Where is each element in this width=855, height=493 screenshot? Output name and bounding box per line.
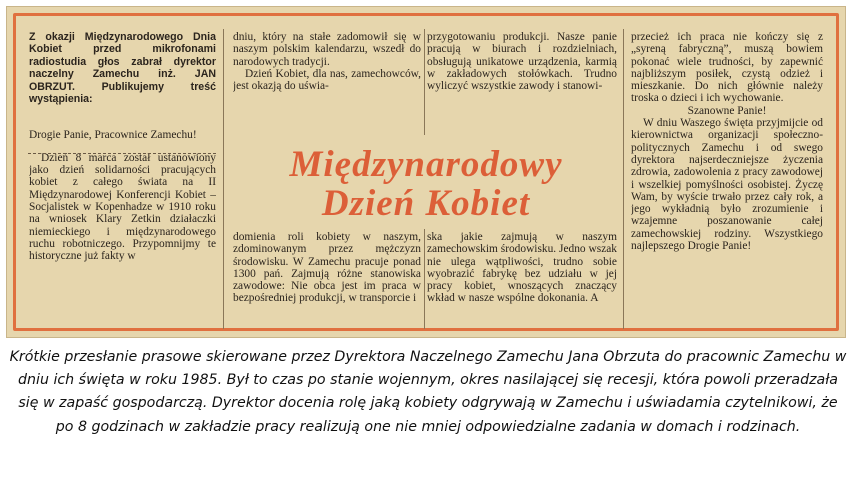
- column-rule-2b: [424, 229, 425, 329]
- column-4-top-text: przecież ich praca nie kończy się z „syreną fabryczną”, muszą bowiem pokonać wiele trudności, by zapewnić najbliższym posiłek, czystą odzież i mieszkanie. Do nich głównie należy troska o dzieci i ich wychowanie.: [631, 31, 823, 105]
- column-2-top: [233, 31, 421, 141]
- column-1: [29, 31, 216, 331]
- salutation-2: Szanowne Panie!: [687, 104, 767, 117]
- column-3-bottom: [427, 231, 617, 333]
- column-3-bottom-text: ska jakie zajmują w naszym zamechowskim środowisku. Jedno wszak nie ulega wątpliwości, trudno sobie wyobrazić fabrykę bez udziału w jej pracy kobiet, wnoszących znaczący wkład w nasze wspólne dokonania. A: [427, 231, 617, 305]
- intro-divider: [28, 153, 216, 154]
- salutation-1: Drogie Panie, Pracownice Zamechu!: [29, 129, 197, 142]
- column-4: [631, 31, 823, 331]
- headline-line-1: Międzynarodowy: [289, 144, 563, 185]
- column-1-body: Dzień 8 marca został ustanowiony jako dzień solidarności pracujących kobiet z całego świata na II Międzynarodowej Konferencji Kobiet – Socjalistek w Kopenhadze w 1910 roku na wniosek Klary Zetkin działaczki niemieckiego i międzynarodowego ruchu robotniczego. Przypomnijmy te historyczne już fakty w: [29, 151, 216, 263]
- column-2-top-text: dniu, który na stałe zadomowił się w naszym polskim kalendarzu, wszedł do narodowych tradycji.: [233, 31, 421, 68]
- newspaper-clipping: [6, 6, 846, 338]
- column-3-top: [427, 31, 617, 141]
- headline: [221, 145, 631, 223]
- intro-paragraph: Z okazji Międzynarodowego Dnia Kobiet przed mikrofonami radiostudia głos zabrał dyrektor naczelny Zamechu inż. JAN OBRZUT. Publikujemy treść wystąpienia:: [29, 31, 216, 106]
- headline-line-2: Dzień Kobiet: [321, 183, 531, 224]
- column-2-bottom-text: domienia roli kobiety w naszym, zdominowanym przez mężczyzn środowisku. W Zamechu pracuje ponad 1300 pań. Zajmują różne stanowiska zawodowe: Nie obca jest im praca w bezpośredniej produkcji, w transporcie i: [233, 231, 421, 305]
- column-2-top-text-2: Dzień Kobiet, dla nas, zamechowców, jest okazją do uświa-: [233, 67, 421, 93]
- column-4-body: W dniu Waszego święta przyjmijcie od kierownictwa organizacji społeczno-politycznych Zamechu i od swego dyrektora najserdeczniejsze życzenia zdrowia, zadowolenia z pracy zawodowej i wszelkiej pomyślności osobistej. Życzę Wam, by wyście trwało przez cały rok, a jego wykładnią było zrozumienie i wzajemne poszanowanie całej zamechowskiej rodziny. Wszystkiego najlepszego Drogie Panie!: [631, 117, 823, 253]
- photo-caption: Krótkie przesłanie prasowe skierowane przez Dyrektora Naczelnego Zamechu Jana Obrzuta do pracownic Zamechu w dniu ich święta w roku 1985. Był to czas po stanie wojennym, okres nasilającej się recesji, która powoli przeradzała się w zapaść gospodarczą. Dyrektor docenia rolę jaką kobiety odgrywają w Zamechu i uświadamia czytelnikowi, że po 8 godzinach w zakładzie pracy realizują one nie mniej odpowiedzialne zadania w domach i rodzinach.: [9, 349, 847, 435]
- column-3-top-text: przygotowaniu produkcji. Nasze panie pracują w biurach i rozdzielniach, obsługują unikatowe urządzenia, karmią w zakładowych stołówkach. Trudno wyliczyć wszystkie zawody i stanowi-: [427, 31, 617, 93]
- column-2-bottom: [233, 231, 421, 333]
- column-rule-2a: [424, 29, 425, 135]
